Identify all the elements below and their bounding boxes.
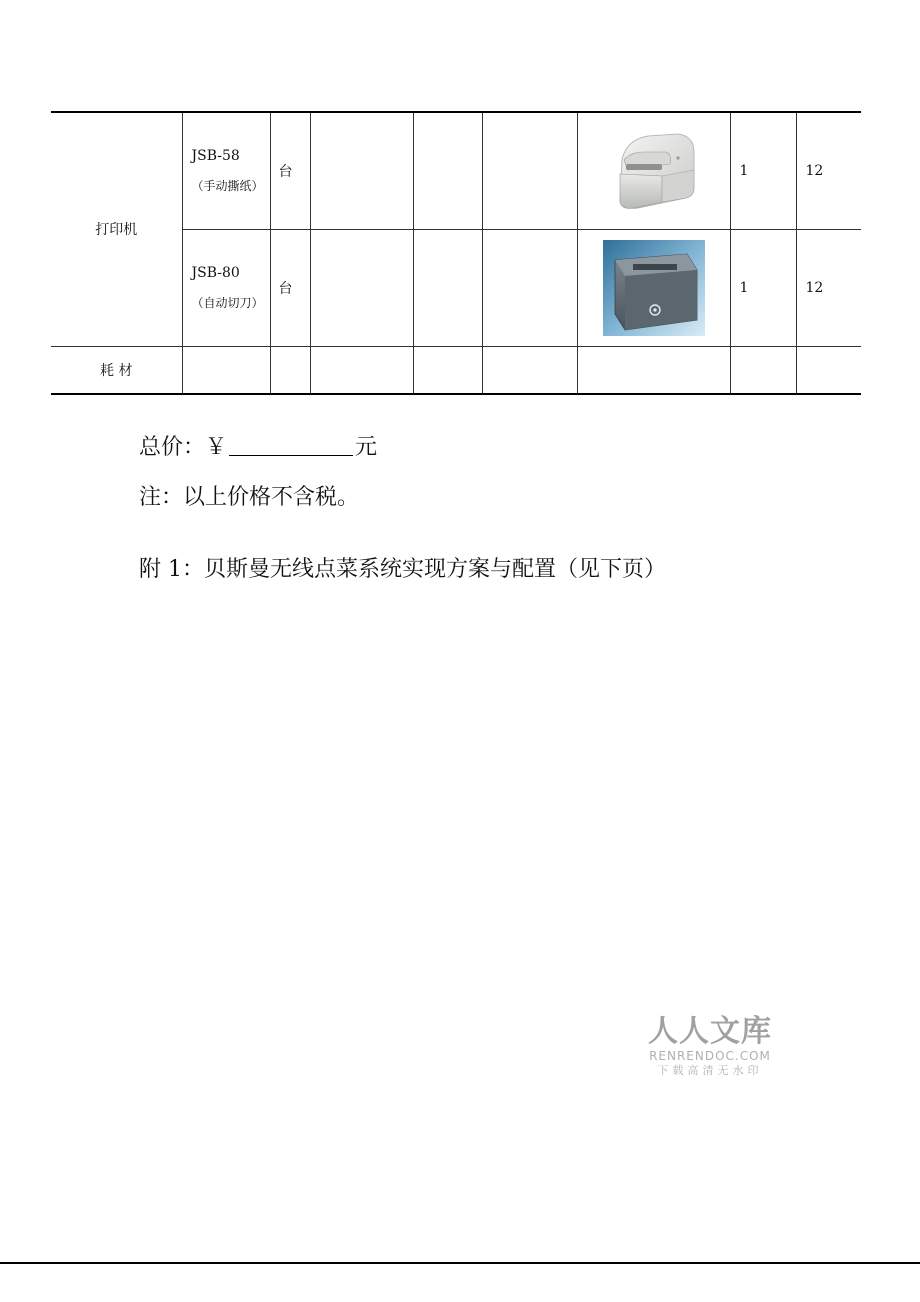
watermark-title: 人人文库 bbox=[648, 1014, 772, 1049]
model-note: （自动切刀） bbox=[191, 295, 264, 310]
model-note: （手动撕纸） bbox=[191, 178, 264, 193]
qty-cell: 1 bbox=[730, 112, 796, 229]
empty-cell bbox=[270, 346, 310, 394]
model-name: JSB-80 bbox=[191, 264, 240, 281]
category-printer: 打印机 bbox=[51, 112, 182, 346]
empty-cell bbox=[413, 112, 482, 229]
tax-note: 注：以上价格不含税。 bbox=[139, 485, 360, 510]
empty-cell bbox=[310, 346, 413, 394]
price-table bbox=[51, 111, 861, 395]
appendix-note: 附 1：贝斯曼无线点菜系统实现方案与配置（见下页） bbox=[139, 557, 666, 582]
watermark bbox=[640, 1015, 780, 1079]
category-consumables: 耗 材 bbox=[51, 346, 182, 394]
empty-cell bbox=[730, 346, 796, 394]
empty-cell bbox=[182, 346, 270, 394]
empty-cell bbox=[482, 346, 577, 394]
unit-cell: 台 bbox=[270, 112, 310, 229]
model-name: JSB-58 bbox=[191, 148, 240, 165]
watermark-subtitle: 下载高清无水印 bbox=[657, 1064, 763, 1077]
table-row bbox=[51, 112, 861, 229]
model-cell bbox=[182, 229, 270, 346]
qty-cell: 1 bbox=[730, 229, 796, 346]
footer-divider bbox=[0, 1262, 920, 1264]
empty-cell bbox=[310, 112, 413, 229]
warranty-cell: 12 bbox=[796, 112, 861, 229]
empty-cell bbox=[482, 229, 577, 346]
table-row bbox=[51, 346, 861, 394]
empty-cell bbox=[413, 229, 482, 346]
warranty-cell: 12 bbox=[796, 229, 861, 346]
empty-cell bbox=[577, 346, 730, 394]
total-suffix: 元 bbox=[355, 435, 378, 460]
total-price-line bbox=[139, 430, 377, 461]
unit-cell: 台 bbox=[270, 229, 310, 346]
total-label: 总价： bbox=[139, 435, 206, 460]
model-cell bbox=[182, 112, 270, 229]
empty-cell bbox=[310, 229, 413, 346]
total-blank bbox=[229, 433, 353, 456]
empty-cell bbox=[482, 112, 577, 229]
image-cell bbox=[577, 229, 730, 346]
empty-cell bbox=[413, 346, 482, 394]
gray-printer-image bbox=[603, 240, 705, 336]
white-printer-image bbox=[608, 130, 700, 212]
currency-symbol: ￥ bbox=[205, 435, 228, 460]
empty-cell bbox=[796, 346, 861, 394]
watermark-url: RENRENDOC.COM bbox=[649, 1049, 771, 1063]
image-cell bbox=[577, 112, 730, 229]
